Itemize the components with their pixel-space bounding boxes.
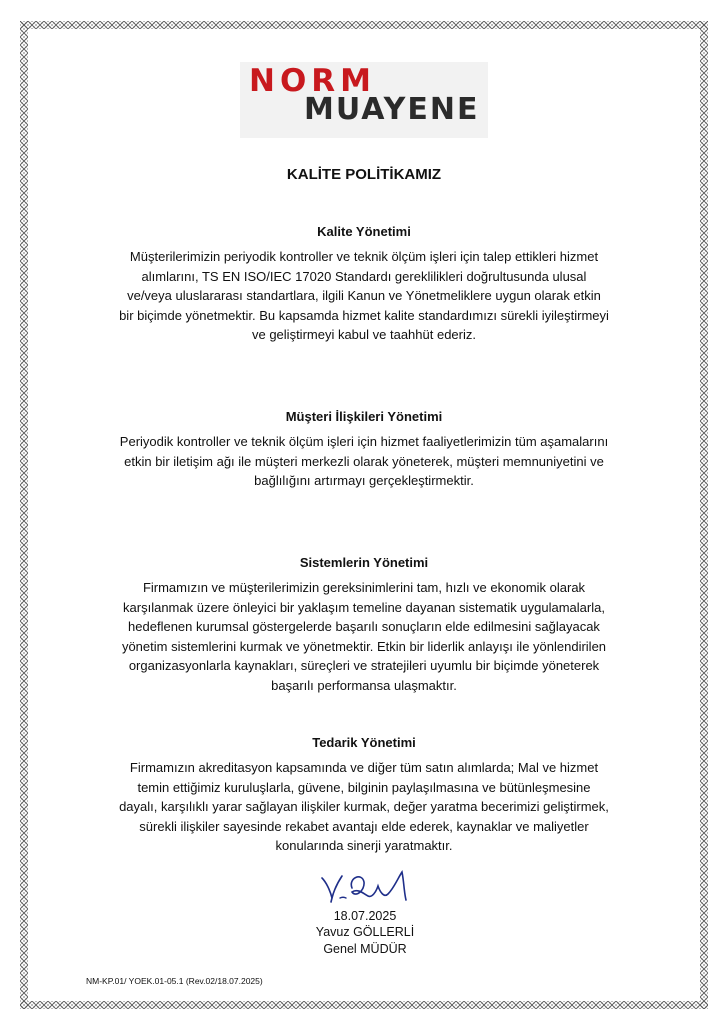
body-line: hedeflenen kurumsal göstergelerde başarılı sonuçların elde edilmesini sağlayacak	[128, 619, 600, 635]
body-line: temin ettiğimiz kuruluşlarla, güvene, bilginin paylaşılmasına ve bütünleşmesine	[137, 779, 591, 795]
section-heading: Kalite Yönetimi	[317, 224, 411, 239]
signatory-role: Genel MÜDÜR	[323, 941, 407, 956]
section-body	[60, 247, 668, 345]
body-line: sürekli ilişkiler sayesinde rekabet avantajı elde ederek, kaynaklar ve maliyetler	[139, 818, 589, 834]
body-line: ve geliştirmeyi kabul ve taahhüt ederiz.	[251, 327, 476, 343]
logo-text-muayene: MUAYENE	[304, 92, 480, 127]
body-line: Firmamızın ve müşterilerimizin gereksinimlerini tam, hızlı ve ekonomik olarak	[142, 580, 586, 595]
body-line: başarılı performansa ulaşmaktır.	[271, 677, 457, 693]
document-reference: NM-KP.01/ YOEK.01-05.1 (Rev.02/18.07.2025)	[86, 976, 263, 986]
body-line: bir biçimde yönetmektir. Bu kapsamda hizmet kalite standardımızı sürekli iyileştirmeyi	[119, 307, 609, 323]
body-line: bağlılığını artırmayı gerçekleştirmektir.	[254, 473, 474, 489]
section-body	[60, 432, 668, 491]
body-line: Firmamızın akreditasyon kapsamında ve diğer tüm satın alımlarda; Mal ve hizmet	[129, 760, 599, 775]
body-line: organizasyonlarla kaynakları, süreçleri ve stratejileri uyumlu bir biçimde yöneterek	[128, 658, 600, 674]
body-line: Periyodik kontroller ve teknik ölçüm işleri için hizmet faaliyetlerimizin tüm aşamalarını	[119, 434, 609, 449]
body-line: karşılanmak üzere önleyici bir yaklaşım temeline dayanan sistematik uygulamalarla,	[123, 599, 605, 615]
section-body	[60, 578, 668, 696]
body-line: Müşterilerimizin periyodik kontroller ve teknik ölçüm işleri için talep ettikleri hizmet	[129, 249, 599, 264]
body-line: konularında sinerji yaratmaktır.	[275, 838, 453, 854]
section-systems-management	[60, 555, 668, 696]
section-heading: Sistemlerin Yönetimi	[299, 555, 429, 570]
body-line: yönetim sistemlerini kurmak ve yönetmektir. Etkin bir liderlik anlayışı ile yönlendirilen	[121, 638, 607, 654]
section-body	[60, 758, 668, 856]
section-customer-relations	[60, 409, 668, 491]
section-quality-management	[60, 224, 668, 345]
logo-text-norm: NORM	[249, 63, 377, 99]
body-line: alımlarını, TS EN ISO/IEC 17020 Standardı gereklilikleri doğrultusunda ulusal	[141, 268, 587, 284]
handwritten-signature	[318, 868, 414, 908]
signature-block	[300, 908, 430, 957]
document-title: KALİTE POLİTİKAMIZ	[286, 166, 442, 183]
body-line: ve/veya uluslararası standartlara, ilgili Kanun ve Yönetmeliklere uygun olarak etkin	[127, 288, 601, 304]
section-procurement-management	[60, 735, 668, 856]
company-logo	[240, 62, 488, 138]
signature-date: 18.07.2025	[333, 909, 397, 923]
body-line: etkin bir iletişim ağı ile müşteri merkezli olarak yöneterek, müşteri memnuniyetini ve	[124, 453, 604, 469]
section-heading: Tedarik Yönetimi	[312, 735, 416, 750]
signatory-name: Yavuz GÖLLERLİ	[315, 925, 415, 940]
section-heading: Müşteri İlişkileri Yönetimi	[285, 409, 443, 424]
body-line: dayalı, karşılıklı yarar sağlayan ilişkiler kurmak, değer yaratma becerimizi geliştirmek,	[119, 799, 609, 815]
